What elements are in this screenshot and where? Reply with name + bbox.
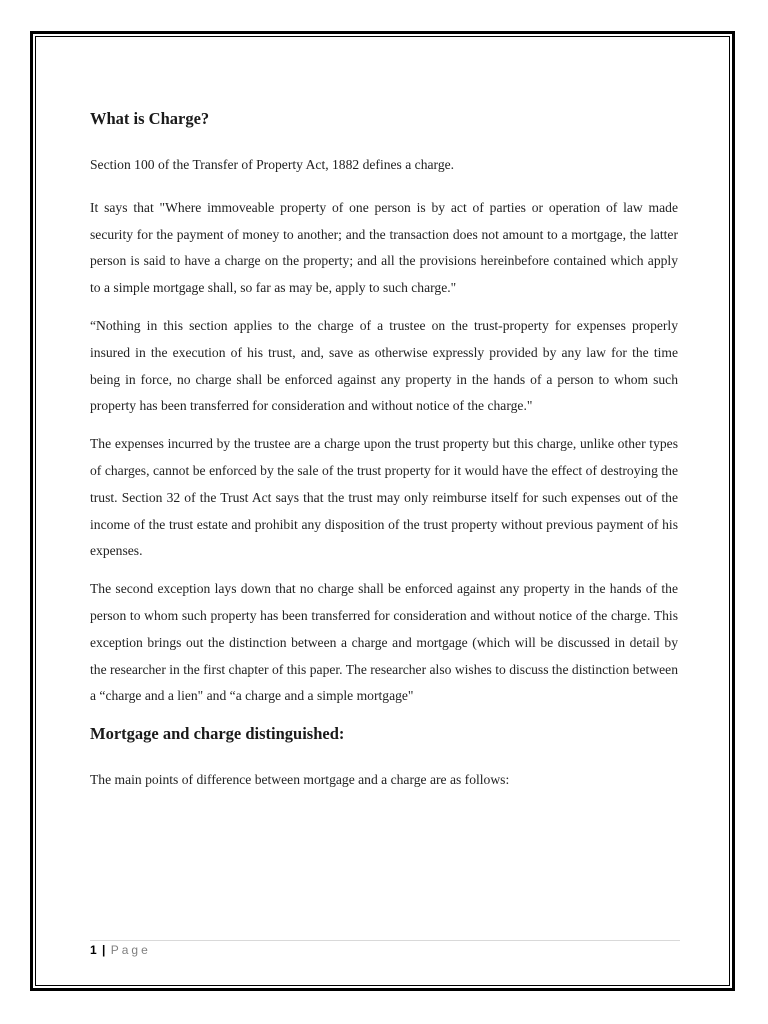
paragraph-trustee-exception: “Nothing in this section applies to the charge of a trustee on the trust-property for expenses properly insured in the execution of his trust, and, save as otherwise expressly provided by any law for the time being in force, no charge shall be enforced against any property in the hands of a person to whom such property has been transferred for consideration and without notice of the charge." [90,317,678,414]
paragraph-main-points: The main points of difference between mortgage and a charge are as follows: [90,772,510,788]
paragraph-definition-quote: It says that "Where immoveable property of one person is by act of parties or operation of law made security for the payment of money to another; and the transaction does not amount to a mortgage, the latter person is said to have a charge on the property; and all the provisions hereinbefore contained which apply to a simple mortgage shall, so far as may be, apply to such charge." [90,199,678,296]
page-label: Page [110,943,151,957]
page-footer [90,940,680,957]
page-number: 1 [90,943,97,957]
footer-separator: | [102,943,106,957]
paragraph-trust-expenses: The expenses incurred by the trustee are a charge upon the trust property but this charge, unlike other types of charges, cannot be enforced by the sale of the trust property for it would have the effect of destroying the trust. Section 32 of the Trust Act says that the trust may only reimburse itself for such expenses out of the income of the trust estate and prohibit any disposition of the trust property without previous payment of his expenses. [90,436,678,559]
paragraph-second-exception: The second exception lays down that no charge shall be enforced against any property in the hands of the person to whom such property has been transferred for consideration and without notice of the charge. This exception brings out the distinction between a charge and mortgage (which will be discussed in detail by the researcher in the first chapter of this paper. The researcher also wishes to discuss the distinction between a “charge and a lien" and “a charge and a simple mortgage" [90,581,678,704]
heading-what-is-charge: What is Charge? [90,109,210,128]
page-content [90,106,678,805]
paragraph-section-100: Section 100 of the Transfer of Property Act, 1882 defines a charge. [90,157,455,172]
heading-mortgage-charge-distinguished: Mortgage and charge distinguished: [90,724,345,744]
